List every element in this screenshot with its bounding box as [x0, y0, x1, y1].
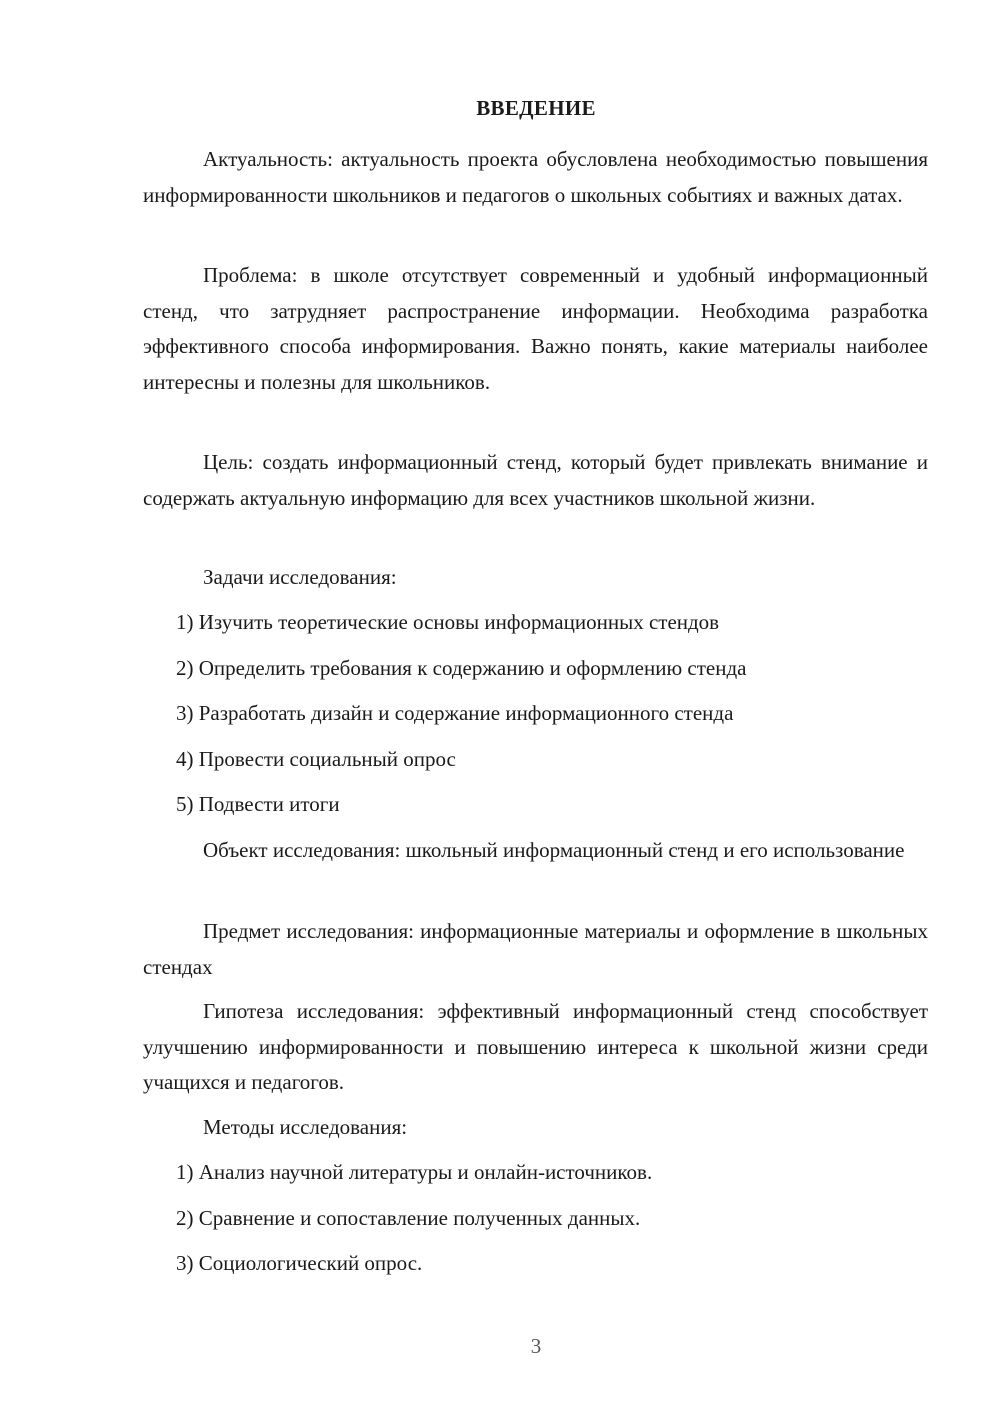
task-item: 2) Определить требования к содержанию и оформлению стенда [176, 656, 747, 680]
method-item: 1) Анализ научной литературы и онлайн-источников. [176, 1160, 653, 1184]
page-title: ВВЕДЕНИЕ [476, 96, 596, 120]
tasks-heading: Задачи исследования: [203, 565, 397, 589]
method-item: 3) Социологический опрос. [176, 1251, 423, 1275]
task-item: 3) Разработать дизайн и содержание информационного стенда [176, 701, 734, 725]
task-item: 5) Подвести итоги [176, 792, 340, 816]
problem-paragraph: Проблема: в школе отсутствует современный и удобный информационный стенд, что затрудняет распространение информации. Необходима разработка эффективного способа информирования. Важно понять, какие материалы наиболее интересны и полезны для школьников. [143, 263, 928, 394]
goal-paragraph: Цель: создать информационный стенд, который будет привлекать внимание и содержать актуальную информацию для всех участников школьной жизни. [143, 450, 928, 510]
subject-paragraph: Предмет исследования: информационные материалы и оформление в школьных стендах [143, 919, 928, 979]
methods-heading: Методы исследования: [203, 1115, 408, 1139]
object-paragraph: Объект исследования: школьный информационный стенд и его использование [203, 838, 905, 862]
task-item: 1) Изучить теоретические основы информационных стендов [176, 610, 720, 634]
method-item: 2) Сравнение и сопоставление полученных данных. [176, 1206, 641, 1230]
task-item: 4) Провести социальный опрос [176, 747, 456, 771]
hypothesis-paragraph: Гипотеза исследования: эффективный информационный стенд способствует улучшению информированности и повышению интереса к школьной жизни среди учащихся и педагогов. [143, 999, 928, 1094]
page-number: 3 [530, 1334, 542, 1358]
relevance-paragraph: Актуальность: актуальность проекта обусловлена необходимостью повышения информированности школьников и педагогов о школьных событиях и важных датах. [143, 147, 928, 207]
